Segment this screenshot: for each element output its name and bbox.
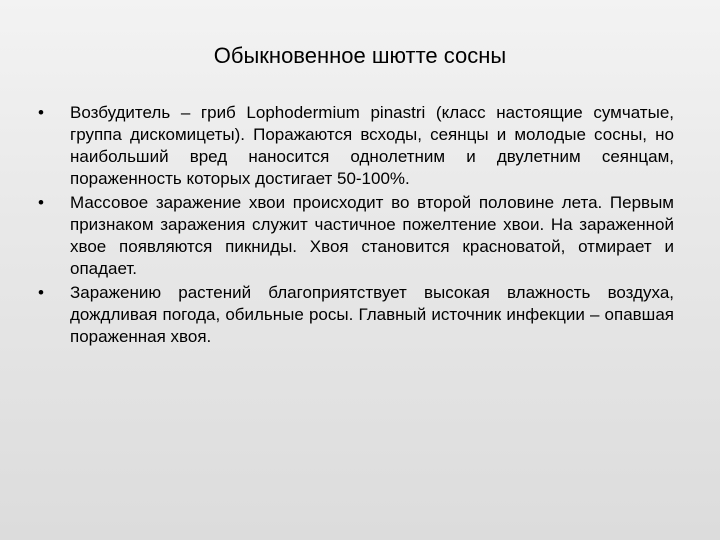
bullet-item-pathogen (38, 102, 674, 190)
bullet-text: Массовое заражение хвои происходит во второй половине лета. Первым признаком заражения служит частичное пожелтение хвои. На зараженной хвое появляются пикниды. Хвоя становится красноватой, отмирает и опадает. (70, 193, 674, 278)
bullet-text: Возбудитель – гриб Lophodermium pinastri (класс настоящие сумчатые, группа дискомицеты). Поражаются всходы, сеянцы и молодые сосны, но наибольший вред наносится однолетним и двулетним сеянцам, пораженность которых достигает 50-100%. (70, 103, 674, 188)
bullet-icon: • (38, 193, 44, 212)
bullet-icon: • (38, 283, 44, 302)
bullet-list (38, 102, 674, 350)
bullet-text: Заражению растений благоприятствует высокая влажность воздуха, дождливая погода, обильные росы. Главный источник инфекции – опавшая пораженная хвоя. (70, 283, 674, 346)
bullet-item-conditions (38, 282, 674, 348)
slide-title: Обыкновенное шютте сосны (213, 43, 507, 68)
bullet-item-infection (38, 192, 674, 280)
bullet-icon: • (38, 103, 44, 122)
